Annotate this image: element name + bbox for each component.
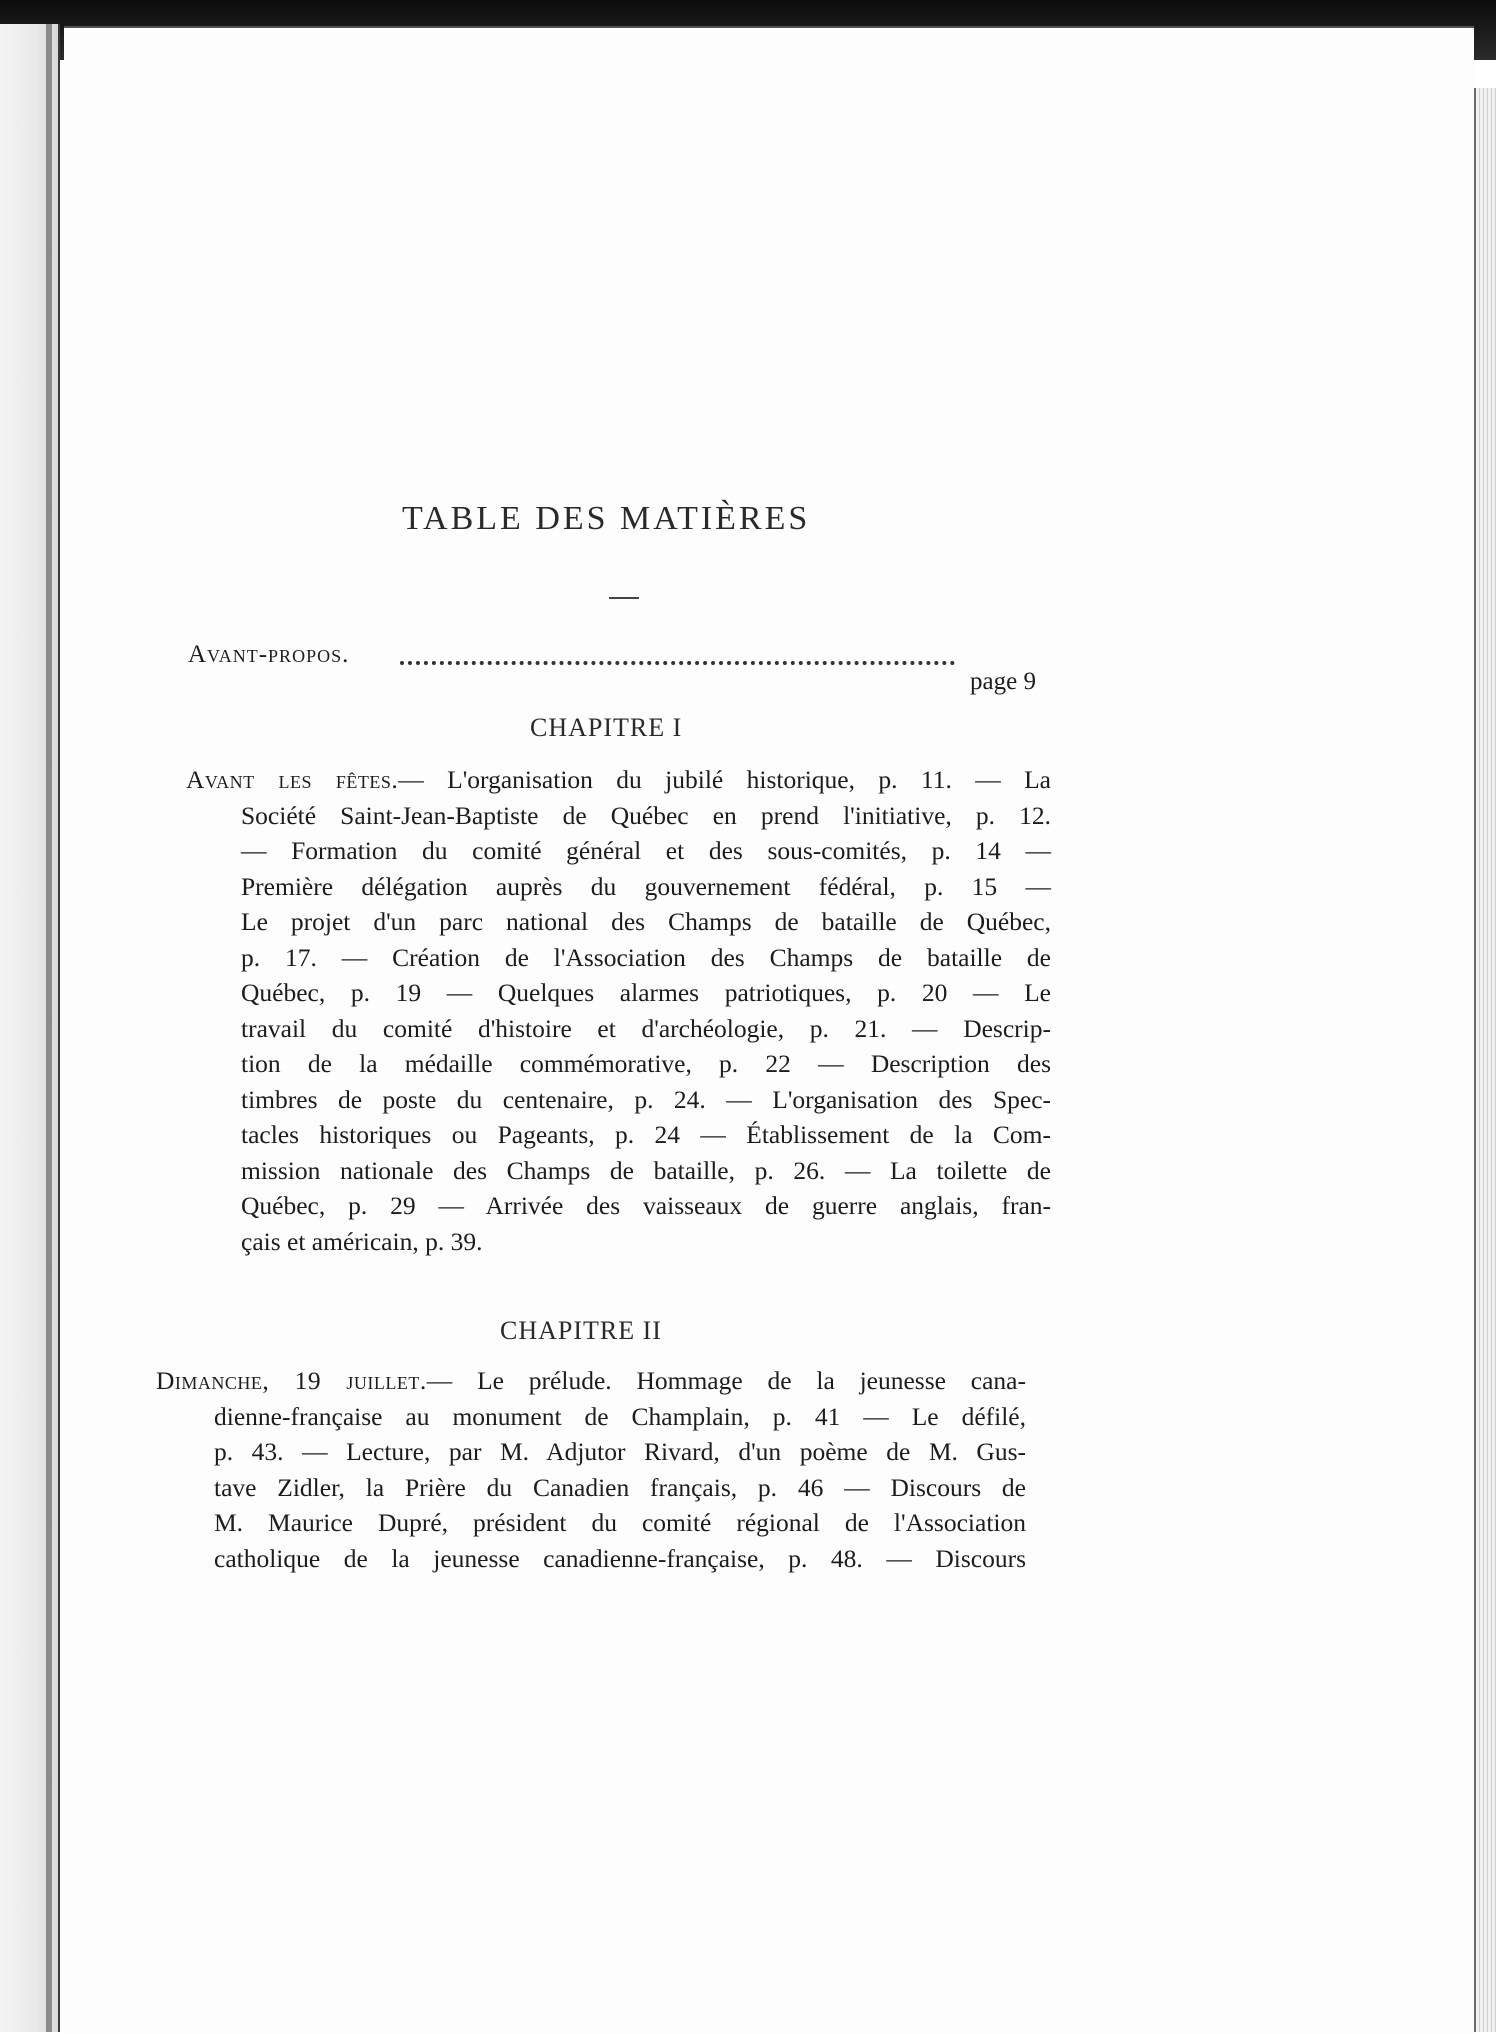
chapter-1-line: mission nationale des Champs de bataille, p. 26. — La toilette de	[241, 1155, 1051, 1185]
title-rule	[609, 597, 639, 599]
chapter-1-summary	[186, 762, 1051, 1259]
chapter-1-line: travail du comité d'histoire et d'archéologie, p. 21. — Descrip-	[241, 1013, 1051, 1043]
chapter-2-line: dienne-française au monument de Champlain, p. 41 — Le défilé,	[214, 1401, 1026, 1431]
chapter-2-heading: CHAPITRE II	[500, 1316, 662, 1345]
chapter-1-line: çais et américain, p. 39.	[241, 1226, 483, 1256]
chapter-1-line: — Formation du comité général et des sous-comités, p. 14 —	[241, 836, 1051, 865]
chapter-1-line: Le projet d'un parc national des Champs de bataille de Québec,	[241, 907, 1051, 936]
chapter-1-lead: Avant les fêtes.	[186, 765, 399, 794]
avant-propos-label: Avant-propos.	[188, 641, 350, 668]
chapter-1-line: Québec, p. 19 — Quelques alarmes patriotiques, p. 20 — Le	[241, 978, 1051, 1007]
previous-page-edge	[0, 24, 60, 2032]
chapter-1-heading: CHAPITRE I	[530, 713, 683, 742]
chapter-2-line: tave Zidler, la Prière du Canadien français, p. 46 — Discours de	[214, 1472, 1026, 1502]
dot-leaders	[400, 661, 955, 665]
chapter-1-line: Société Saint-Jean-Baptiste de Québec en prend l'initiative, p. 12.	[241, 800, 1051, 830]
chapter-1-line: p. 17. — Création de l'Association des Champs de bataille de	[241, 942, 1051, 972]
chapter-1-line: Première délégation auprès du gouvernement fédéral, p. 15 —	[241, 871, 1051, 901]
chapter-2-line: catholique de la jeunesse canadienne-française, p. 48. — Discours	[214, 1543, 1026, 1573]
page-title: TABLE DES MATIÈRES	[402, 500, 811, 537]
page-stack-edge	[1474, 88, 1496, 2032]
chapter-2-line: — Le prélude. Hommage de la jeunesse cana-	[426, 1366, 1026, 1395]
chapter-1-line: tacles historiques ou Pageants, p. 24 — Établissement de la Com-	[241, 1120, 1051, 1149]
chapter-2-line: p. 43. — Lecture, par M. Adjutor Rivard, d'un poème de M. Gus-	[214, 1437, 1026, 1466]
avant-propos-page-ref: page 9	[970, 668, 1036, 695]
chapter-2-summary	[156, 1363, 1026, 1576]
chapter-2-line: M. Maurice Dupré, président du comité régional de l'Association	[214, 1508, 1026, 1537]
chapter-1-line: timbres de poste du centenaire, p. 24. — L'organisation des Spec-	[241, 1084, 1051, 1114]
chapter-2-lead: Dimanche, 19 juillet.	[156, 1366, 427, 1395]
chapter-1-line: tion de la médaille commémorative, p. 22 — Description des	[241, 1049, 1051, 1078]
chapter-1-line: Québec, p. 29 — Arrivée des vaisseaux de guerre anglais, fran-	[241, 1191, 1051, 1220]
chapter-1-line: — L'organisation du jubilé historique, p. 11. — La	[398, 765, 1051, 794]
